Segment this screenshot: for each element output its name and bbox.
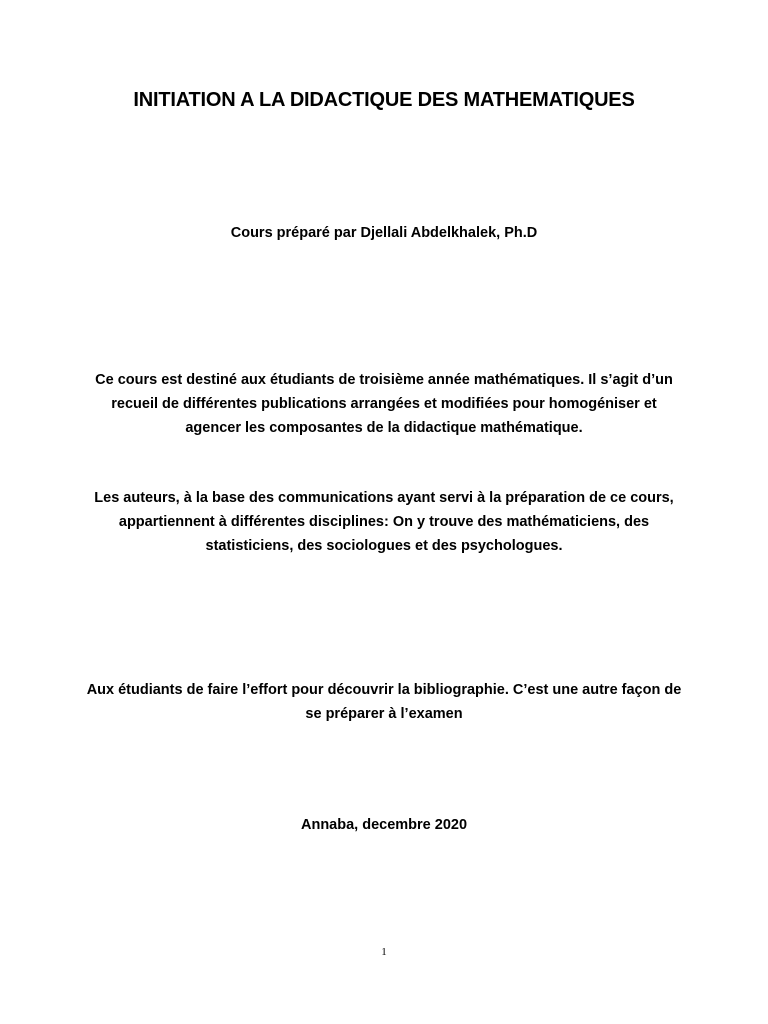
intro-paragraph: Ce cours est destiné aux étudiants de troisième année mathématiques. Il s’agit d’un recueil de différentes publications arrangées et modifiées pour homogéniser et agencer les composantes de la didactique mathématique. [95, 372, 673, 436]
author-line: Cours préparé par Djellali Abdelkhalek, Ph.D [230, 225, 538, 241]
authors-paragraph: Les auteurs, à la base des communications ayant servi à la préparation de ce cours, appartiennent à différentes disciplines: On y trouve des mathématiciens, des statisticiens, des sociologues et des psychologues. [94, 490, 674, 554]
document-title: INITIATION A LA DIDACTIQUE DES MATHEMATIQUES [133, 89, 635, 111]
bibliography-paragraph: Aux étudiants de faire l’effort pour découvrir la bibliographie. C’est une autre façon de se préparer à l’examen [86, 682, 682, 722]
page-number: 1 [381, 946, 387, 958]
place-date: Annaba, decembre 2020 [300, 817, 468, 833]
